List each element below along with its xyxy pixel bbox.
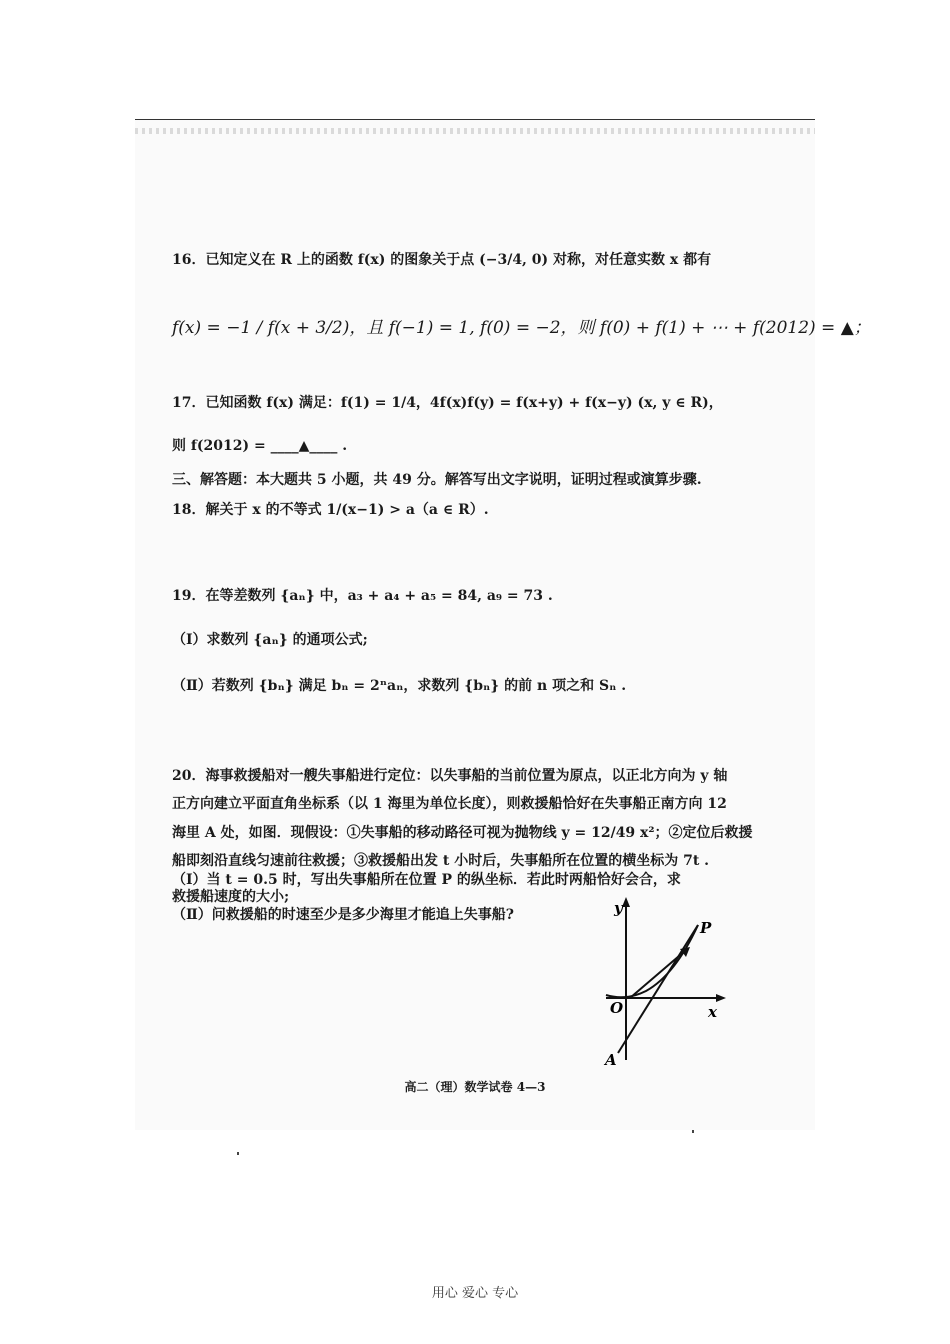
problem-19: 19．在等差数列 {aₙ} 中，a₃ + a₄ + a₅ = 84, a₉ = 73 . — [172, 588, 553, 604]
label-y: y — [614, 899, 623, 917]
problem-20-line3: 海里 A 处，如图．现假设：①失事船的移动路径可视为抛物线 y = 12/49 x²；②定位后救援 — [172, 825, 753, 841]
problem-20-line1: 20．海事救援船对一艘失事船进行定位：以失事船的当前位置为原点，以正北方向为 y 轴 — [172, 768, 728, 784]
section-3-heading: 三、解答题：本大题共 5 小题，共 49 分。解答写出文字说明，证明过程或演算步骤. — [172, 472, 702, 488]
footer-motto: 用心 爱心 专心 — [431, 1286, 519, 1301]
y-axis-arrow — [622, 897, 630, 907]
scan-speck — [692, 1130, 694, 1133]
problem-20-line7: （Ⅱ）问救援船的时速至少是多少海里才能追上失事船? — [172, 907, 515, 923]
rescue-line — [618, 925, 698, 1053]
problem-17-line2: 则 f(2012) = ____▲____ . — [172, 438, 348, 454]
label-x: x — [708, 1003, 717, 1021]
label-o: O — [610, 999, 624, 1017]
coordinate-figure — [600, 895, 730, 1070]
problem-20-line4: 船即刻沿直线匀速前往救援；③救援船出发 t 小时后，失事船所在位置的横坐标为 7t . — [172, 853, 710, 869]
page-footer: 高二（理）数学试卷 4—3 — [404, 1080, 546, 1094]
problem-17-line1: 17．已知函数 f(x) 满足：f(1) = 1/4，4f(x)f(y) = f(x+y) + f(x−y) (x, y ∈ R)， — [172, 395, 723, 411]
problem-19-part2: （Ⅱ）若数列 {bₙ} 满足 bₙ = 2ⁿaₙ，求数列 {bₙ} 的前 n 项之和 Sₙ . — [172, 678, 627, 694]
label-p: P — [700, 919, 712, 937]
problem-18: 18．解关于 x 的不等式 1/(x−1) > a（a ∈ R）. — [172, 502, 489, 518]
scan-speck — [237, 1152, 239, 1155]
problem-19-part1: （Ⅰ）求数列 {aₙ} 的通项公式; — [172, 632, 368, 648]
problem-16-line2: f(x) = −1 / f(x + 3/2)，且 f(−1) = 1, f(0) = −2，则 f(0) + f(1) + ⋯ + f(2012) = ▲； — [172, 318, 871, 338]
problem-16-line1: 16．已知定义在 R 上的函数 f(x) 的图象关于点 (−3/4, 0) 对称，对任意实数 x 都有 — [172, 252, 712, 268]
label-a: A — [605, 1051, 617, 1069]
x-axis-arrow — [716, 994, 726, 1002]
problem-20-line6: 救援船速度的大小; — [172, 889, 290, 905]
scan-noise-strip — [135, 128, 815, 134]
problem-20-line2: 正方向建立平面直角坐标系（以 1 海里为单位长度），则救援船恰好在失事船正南方向 12 — [172, 796, 727, 812]
parabola-path — [606, 925, 698, 997]
problem-20-line5: （Ⅰ）当 t = 0.5 时，写出失事船所在位置 P 的纵坐标．若此时两船恰好会合，求 — [172, 872, 681, 888]
